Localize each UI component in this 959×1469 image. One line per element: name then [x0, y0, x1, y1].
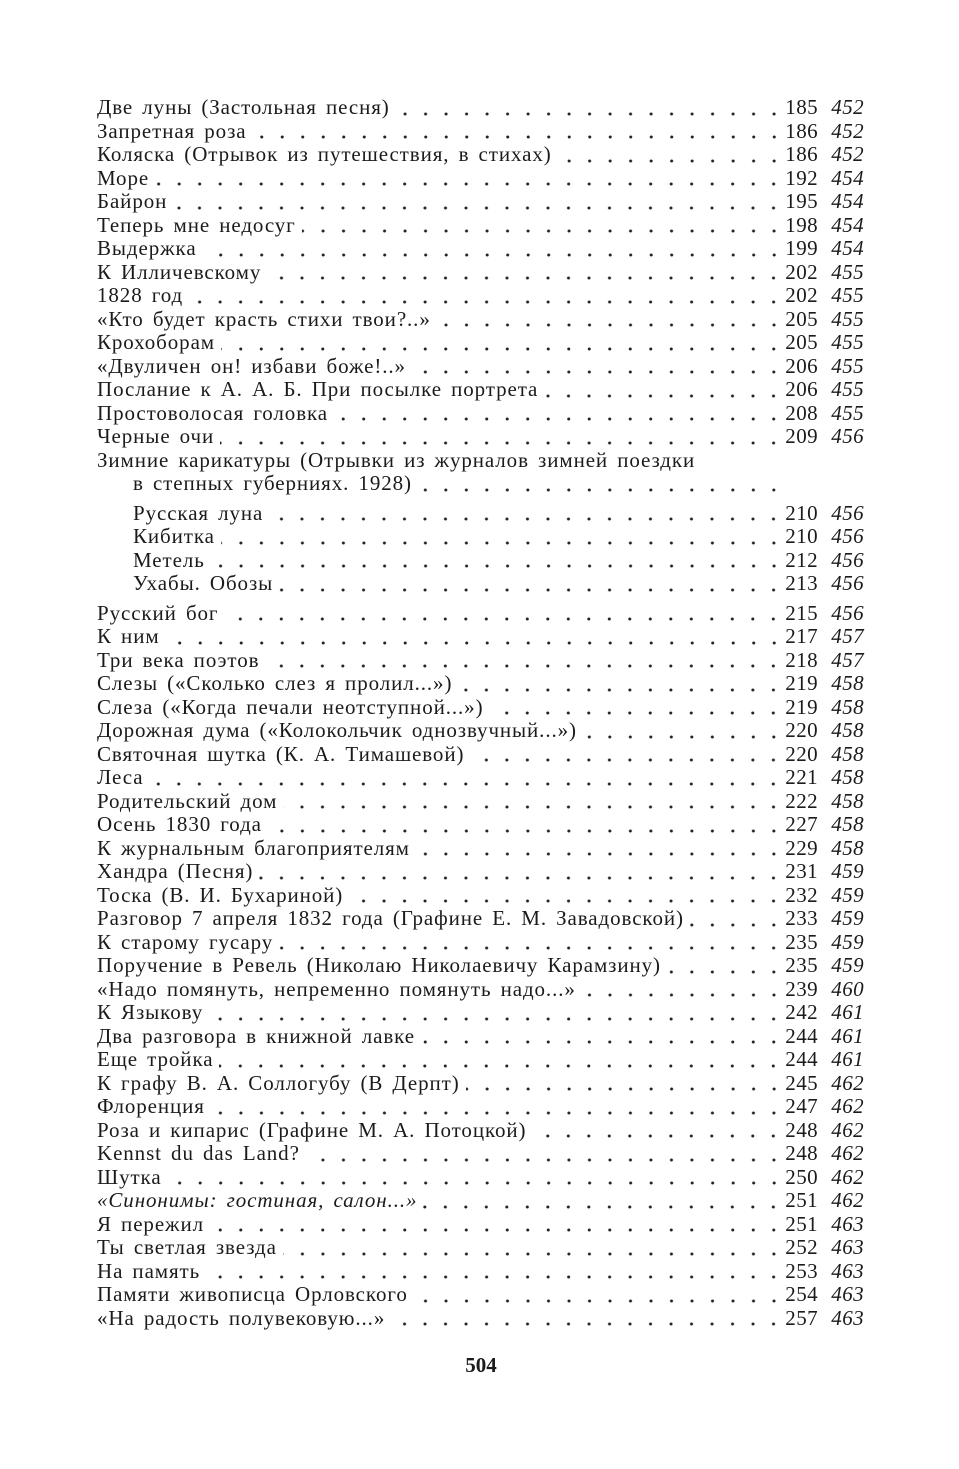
- dot-leader: [173, 190, 778, 214]
- entry-title: «Кто будет красть стихи твои?..»: [97, 307, 431, 331]
- entry-title: К журнальным благоприятелям: [97, 836, 410, 860]
- entry-page: 232: [785, 882, 818, 907]
- entry-title: Кибитка: [133, 525, 215, 548]
- dot-leader: [667, 954, 778, 978]
- dot-leader: [412, 355, 778, 379]
- entry-page: 251: [785, 1188, 818, 1212]
- dot-leader: [224, 602, 778, 626]
- entry-page: 248: [785, 1117, 818, 1142]
- toc-entry: [97, 696, 864, 720]
- entry-note-page: 461: [831, 1023, 864, 1048]
- toc-section-heading-cont: [97, 472, 864, 496]
- entry-note-page: 462: [831, 1094, 864, 1118]
- toc-entry: [97, 214, 864, 238]
- toc-entry: [97, 813, 864, 837]
- entry-note-page: [818, 472, 864, 496]
- entry-page: 218: [785, 647, 818, 672]
- toc-entry: [97, 1260, 864, 1284]
- dot-leader: [149, 766, 778, 790]
- entry-note-page: 456: [831, 547, 864, 572]
- entry-title: Разговор 7 апреля 1832 года (Графине Е. М. Завадовской): [97, 907, 684, 930]
- entry-title: Слезы («Сколько слез я пролил...»): [97, 672, 453, 695]
- dot-leader: [267, 261, 778, 285]
- entry-page: 209: [785, 424, 818, 448]
- toc-entry: [97, 261, 864, 285]
- dot-leader: [423, 1189, 778, 1213]
- entry-page: 227: [785, 812, 818, 836]
- entry-title: Простоволосая головка: [97, 401, 329, 425]
- dot-leader: [221, 331, 778, 355]
- entry-title: 1828 год: [97, 284, 184, 307]
- entry-page: 229: [785, 835, 818, 860]
- toc-entry: [97, 96, 864, 120]
- entry-title: Ты светлая звезда: [97, 1236, 277, 1259]
- entry-title: Послание к А. А. Б. При посылке портрета: [97, 378, 539, 401]
- entry-title: К старому гусару: [97, 930, 274, 954]
- dot-leader: [269, 502, 778, 526]
- dot-leader: [306, 1142, 778, 1166]
- entry-page: 250: [785, 1164, 818, 1189]
- entry-title: Леса: [97, 766, 144, 789]
- entry-page: 220: [785, 718, 818, 742]
- entry-note-page: 456: [831, 600, 864, 625]
- entry-note-page: 456: [831, 571, 864, 595]
- dot-leader: [189, 284, 778, 308]
- entry-title: Русский бог: [97, 601, 219, 625]
- entry-note-page: 458: [831, 741, 864, 766]
- entry-page: 205: [785, 330, 818, 354]
- dot-leader: [690, 907, 778, 931]
- entry-page: 208: [785, 400, 818, 425]
- dot-leader: [203, 237, 778, 261]
- entry-note-page: 454: [831, 212, 864, 237]
- entry-note-page: 462: [831, 1117, 864, 1142]
- entry-note-page: 463: [831, 1258, 864, 1283]
- dot-leader: [421, 1025, 778, 1049]
- entry-page: 252: [785, 1235, 818, 1259]
- section-title-cont: в степных губерниях. 1928): [133, 472, 412, 495]
- toc-entry: [97, 790, 864, 814]
- entry-title: Роза и кипарис (Графине М. А. Потоцкой): [97, 1118, 527, 1142]
- entry-page: 242: [785, 1000, 818, 1024]
- entry-page: 244: [785, 1047, 818, 1071]
- toc-subentry: [97, 549, 864, 573]
- entry-title: Шутка: [97, 1165, 162, 1189]
- dot-leader: [418, 472, 778, 496]
- entry-page: 235: [785, 929, 818, 954]
- entry-note-page: 461: [831, 1047, 864, 1071]
- entry-title: Памяти живописца Орловского: [97, 1283, 408, 1306]
- dot-leader: [532, 1119, 778, 1143]
- toc-entry: [97, 402, 864, 426]
- entry-note-page: 454: [831, 165, 864, 190]
- entry-title: Флоренция: [97, 1095, 205, 1118]
- dot-leader: [166, 625, 778, 649]
- toc-entry: [97, 190, 864, 214]
- entry-note-page: 455: [831, 306, 864, 331]
- toc-entry: [97, 978, 864, 1002]
- dot-leader: [396, 96, 778, 120]
- entry-page: 245: [785, 1070, 818, 1095]
- toc-entry: [97, 1095, 864, 1119]
- toc-entry: [97, 907, 864, 931]
- dot-leader: [391, 1307, 778, 1331]
- entry-page: 215: [785, 600, 818, 625]
- entry-page: 210: [785, 500, 818, 525]
- entry-note-page: 455: [831, 259, 864, 284]
- entry-note-page: 460: [831, 976, 864, 1001]
- entry-page: 206: [785, 353, 818, 378]
- entry-note-page: 454: [831, 236, 864, 260]
- dot-leader: [155, 167, 778, 191]
- entry-page: [778, 472, 818, 496]
- entry-note-page: 455: [831, 283, 864, 307]
- toc-entry: [97, 1119, 864, 1143]
- entry-note-page: 456: [831, 500, 864, 525]
- toc-entry: [97, 860, 864, 884]
- entry-title: Коляска (Отрывок из путешествия, в стихах): [97, 143, 552, 166]
- toc-entry: [97, 425, 864, 449]
- entry-title: Три века поэтов: [97, 648, 260, 672]
- entry-page: 202: [785, 259, 818, 284]
- dot-leader: [544, 378, 778, 402]
- dot-leader: [583, 719, 778, 743]
- toc-entry: [97, 1072, 864, 1096]
- entry-page: 206: [785, 377, 818, 401]
- toc-subentry: [97, 572, 864, 596]
- toc-entry: [97, 602, 864, 626]
- dot-leader: [279, 931, 778, 955]
- entry-title: На память: [97, 1259, 201, 1283]
- dot-leader: [209, 1001, 778, 1025]
- toc-entry: [97, 143, 864, 167]
- entry-title: Байрон: [97, 190, 168, 213]
- dot-leader: [210, 1213, 778, 1237]
- entry-title: Крохоборам: [97, 331, 215, 354]
- entry-title: Осень 1830 года: [97, 813, 262, 836]
- toc-entry: [97, 625, 864, 649]
- entry-note-page: 456: [831, 524, 864, 548]
- toc-entry: [97, 355, 864, 379]
- entry-note-page: 458: [831, 812, 864, 836]
- entry-note-page: 463: [831, 1305, 864, 1330]
- entry-note-page: 459: [831, 906, 864, 930]
- entry-note-page: 455: [831, 353, 864, 378]
- toc-entry: [97, 1166, 864, 1190]
- entry-page: 219: [785, 694, 818, 719]
- entry-page: 202: [785, 283, 818, 307]
- dot-leader: [558, 143, 778, 167]
- toc-subentry: [97, 502, 864, 526]
- dot-leader: [211, 549, 778, 573]
- entry-note-page: 458: [831, 671, 864, 695]
- entry-note-page: 458: [831, 765, 864, 789]
- entry-page: 213: [785, 571, 818, 595]
- toc-entry: [97, 1307, 864, 1331]
- toc-entry: [97, 1189, 864, 1213]
- dot-leader: [219, 1048, 778, 1072]
- entry-note-page: 458: [831, 788, 864, 813]
- entry-title: Kennst du das Land?: [97, 1142, 300, 1165]
- entry-page: 222: [785, 788, 818, 813]
- toc-entry: [97, 954, 864, 978]
- dot-leader: [279, 572, 778, 596]
- entry-note-page: 462: [831, 1188, 864, 1212]
- entry-title: Дорожная дума («Колокольчик однозвучный...»): [97, 719, 577, 742]
- entry-page: 185: [785, 95, 818, 119]
- entry-page: 244: [785, 1023, 818, 1048]
- entry-title: К Языкову: [97, 1001, 204, 1024]
- entry-title: Слеза («Когда печали неотступной...»): [97, 695, 484, 719]
- dot-leader: [253, 120, 779, 144]
- entry-title: Два разговора в книжной лавке: [97, 1024, 415, 1048]
- entry-note-page: 457: [831, 647, 864, 672]
- dot-leader: [458, 672, 778, 696]
- entry-note-page: 459: [831, 859, 864, 883]
- entry-page: 198: [785, 212, 818, 237]
- dot-leader: [349, 884, 778, 908]
- dot-leader: [416, 837, 778, 861]
- toc-entry: [97, 1142, 864, 1166]
- dot-leader: [414, 1283, 778, 1307]
- toc-entry: [97, 672, 864, 696]
- entry-note-page: 459: [831, 953, 864, 977]
- entry-page: 219: [785, 671, 818, 695]
- entry-note-page: 459: [831, 882, 864, 907]
- entry-page: 192: [785, 165, 818, 190]
- toc-section-heading: [97, 449, 864, 473]
- entry-note-page: 462: [831, 1141, 864, 1165]
- dot-leader: [466, 1072, 778, 1096]
- entry-note-page: 455: [831, 377, 864, 401]
- toc-entry: [97, 1001, 864, 1025]
- toc-entry: [97, 331, 864, 355]
- toc-entry: [97, 120, 864, 144]
- dot-leader: [206, 1260, 778, 1284]
- entry-page: 257: [785, 1305, 818, 1330]
- toc-entry: [97, 167, 864, 191]
- entry-page: 205: [785, 306, 818, 331]
- dot-leader: [211, 1095, 778, 1119]
- entry-title: Я пережил: [97, 1212, 204, 1236]
- entry-page: 253: [785, 1258, 818, 1283]
- entry-page: 186: [785, 142, 818, 166]
- section-title: Зимние карикатуры (Отрывки из журналов зимней поездки: [97, 448, 696, 472]
- dot-leader: [283, 1236, 778, 1260]
- dot-leader: [489, 696, 778, 720]
- toc-entry: [97, 719, 864, 743]
- toc-entry: [97, 237, 864, 261]
- entry-page: 254: [785, 1282, 818, 1306]
- dot-leader: [220, 425, 778, 449]
- entry-title: Выдержка: [97, 237, 197, 260]
- entry-note-page: 463: [831, 1282, 864, 1306]
- toc-entry: [97, 1213, 864, 1237]
- entry-note-page: 461: [831, 1000, 864, 1024]
- entry-title: «На радость полувековую...»: [97, 1306, 386, 1330]
- toc-entry: [97, 1283, 864, 1307]
- table-of-contents: [97, 96, 864, 1330]
- entry-title: Русская луна: [133, 501, 264, 525]
- dot-leader: [470, 743, 778, 767]
- entry-note-page: 455: [831, 330, 864, 354]
- toc-entry: [97, 931, 864, 955]
- entry-title: К графу В. А. Соллогубу (В Дерпт): [97, 1071, 460, 1095]
- toc-entry: [97, 1025, 864, 1049]
- dot-leader: [283, 790, 778, 814]
- toc-entry: [97, 1048, 864, 1072]
- entry-page: 210: [785, 524, 818, 548]
- entry-page: 231: [785, 859, 818, 883]
- entry-page: 248: [785, 1141, 818, 1165]
- toc-entry: [97, 743, 864, 767]
- dot-leader: [265, 649, 778, 673]
- dot-leader: [259, 860, 778, 884]
- toc-entry: [97, 284, 864, 308]
- entry-title: Море: [97, 166, 150, 190]
- entry-title: К ним: [97, 625, 160, 648]
- toc-entry: [97, 649, 864, 673]
- entry-note-page: 459: [831, 929, 864, 954]
- toc-subentry: [97, 525, 864, 549]
- entry-title: Поручение в Ревель (Николаю Николаевичу Карамзину): [97, 954, 661, 977]
- entry-page: 233: [785, 906, 818, 930]
- entry-title: Запретная роза: [97, 119, 247, 143]
- page-number: 504: [465, 1353, 497, 1377]
- entry-note-page: 462: [831, 1070, 864, 1095]
- entry-title: К Илличевскому: [97, 260, 262, 284]
- entry-note-page: 456: [831, 424, 864, 448]
- entry-page: 221: [785, 765, 818, 789]
- toc-entry: [97, 378, 864, 402]
- entry-title: Теперь мне недосуг: [97, 213, 296, 237]
- entry-title: Тоска (В. И. Бухариной): [97, 883, 344, 907]
- entry-note-page: 458: [831, 694, 864, 719]
- dot-leader: [334, 402, 778, 426]
- entry-note-page: 454: [831, 189, 864, 213]
- entry-page: 220: [785, 741, 818, 766]
- entry-page: 247: [785, 1094, 818, 1118]
- entry-note-page: 458: [831, 835, 864, 860]
- entry-note-page: 452: [831, 95, 864, 119]
- entry-title: Еще тройка: [97, 1048, 214, 1071]
- entry-page: 235: [785, 953, 818, 977]
- entry-note-page: 463: [831, 1211, 864, 1236]
- dot-leader: [221, 525, 778, 549]
- entry-note-page: 452: [831, 142, 864, 166]
- entry-note-page: 458: [831, 718, 864, 742]
- entry-title: Хандра (Песня): [97, 860, 254, 883]
- entry-note-page: 452: [831, 118, 864, 143]
- dot-leader: [168, 1166, 778, 1190]
- entry-note-page: 462: [831, 1164, 864, 1189]
- entry-page: 239: [785, 976, 818, 1001]
- entry-note-page: 463: [831, 1235, 864, 1259]
- entry-title: Две луны (Застольная песня): [97, 96, 390, 119]
- dot-leader: [437, 308, 778, 332]
- entry-page: 199: [785, 236, 818, 260]
- entry-title: Святочная шутка (К. А. Тимашевой): [97, 742, 465, 766]
- entry-page: 212: [785, 547, 818, 572]
- toc-entry: [97, 766, 864, 790]
- entry-title: «Двуличен он! избави боже!..»: [97, 354, 406, 378]
- toc-entry: [97, 837, 864, 861]
- entry-page: 186: [785, 118, 818, 143]
- toc-entry: [97, 308, 864, 332]
- entry-page: 251: [785, 1211, 818, 1236]
- entry-title: Ухабы. Обозы: [133, 572, 274, 595]
- entry-page: 217: [785, 624, 818, 648]
- entry-title: «Синонимы: гостиная, салон...»: [97, 1189, 418, 1212]
- entry-title: Черные очи: [97, 425, 215, 448]
- entry-note-page: 455: [831, 400, 864, 425]
- entry-title: «Надо помянуть, непременно помянуть надо...»: [97, 977, 576, 1001]
- dot-leader: [582, 978, 778, 1002]
- dot-leader: [302, 214, 778, 238]
- toc-entry: [97, 884, 864, 908]
- entry-page: 195: [785, 189, 818, 213]
- entry-title: Метель: [133, 548, 205, 572]
- toc-entry: [97, 1236, 864, 1260]
- entry-title: Родительский дом: [97, 789, 278, 813]
- dot-leader: [268, 813, 778, 837]
- entry-note-page: 457: [831, 624, 864, 648]
